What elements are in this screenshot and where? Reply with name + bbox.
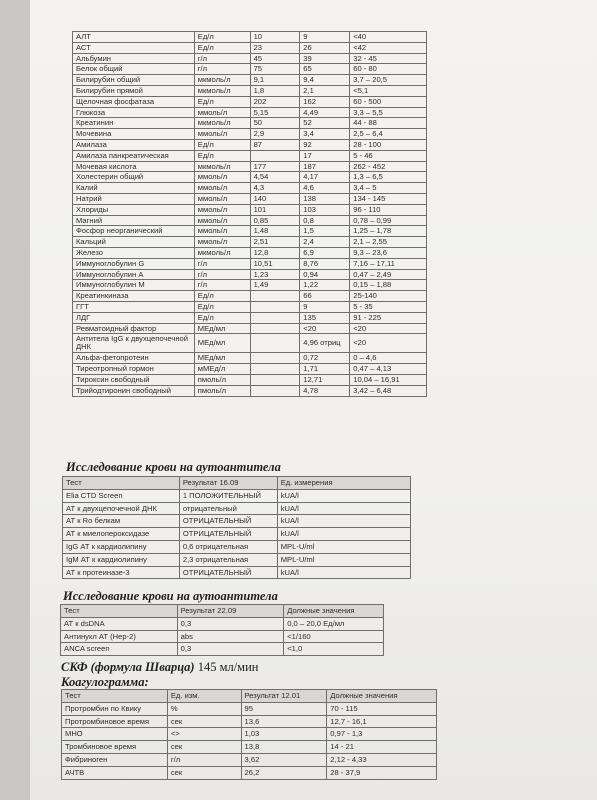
table-row [73, 42, 427, 53]
table-row [63, 566, 411, 579]
table-row [73, 85, 427, 96]
table-cell: ммоль/л [194, 204, 250, 215]
table-cell: IgG АТ к кардиолипину [63, 540, 180, 553]
autoantibodies-heading-2: Исследование крови на аутоантитела [63, 589, 278, 603]
table-row [73, 118, 427, 129]
table-cell: 1,5 [300, 226, 350, 237]
table-cell: 14 - 21 [327, 741, 437, 754]
table-cell [250, 334, 300, 353]
table-cell: 9 [300, 301, 350, 312]
table-cell: ммоль/л [194, 172, 250, 183]
table-cell: 1,48 [250, 226, 300, 237]
table-row [73, 353, 427, 364]
table-cell: 177 [250, 161, 300, 172]
table-row [63, 515, 411, 528]
table-cell: 0,0 – 20,0 Ед/мл [284, 617, 384, 630]
table-cell [250, 364, 300, 375]
table-row [73, 129, 427, 140]
table-cell: <42 [350, 42, 427, 53]
table-cell: 25-140 [350, 291, 427, 302]
table-cell: 3,4 – 5 [350, 183, 427, 194]
table-row [73, 226, 427, 237]
lab-report-page [30, 0, 597, 800]
table-cell: МЕд/мл [194, 334, 250, 353]
table-cell: Амилаза [73, 139, 195, 150]
table-cell: 202 [250, 96, 300, 107]
table-cell: <1/160 [284, 630, 384, 643]
table-cell: 13,6 [241, 715, 327, 728]
table-cell: kUA/l [277, 566, 410, 579]
table-row [73, 75, 427, 86]
table-cell: kUA/l [277, 515, 410, 528]
table-cell: 0 – 4,6 [350, 353, 427, 364]
table-cell: 3,4 [300, 129, 350, 140]
table-cell: ммоль/л [194, 129, 250, 140]
table-cell: 60 - 500 [350, 96, 427, 107]
column-header: Должные значения [327, 690, 437, 703]
table-row [61, 643, 384, 656]
table-cell: 1 ПОЛОЖИТЕЛЬНЫЙ [179, 489, 277, 502]
table-cell: 4,17 [300, 172, 350, 183]
table-cell: 5,15 [250, 107, 300, 118]
table-cell: АЧТВ [62, 766, 168, 779]
table-row [73, 323, 427, 334]
table-cell: МЕд/мл [194, 353, 250, 364]
table-cell: Фосфор неорганический [73, 226, 195, 237]
table-cell: 1,49 [250, 280, 300, 291]
table-cell [250, 374, 300, 385]
table-cell: мМЕд/л [194, 364, 250, 375]
table-cell: 9,1 [250, 75, 300, 86]
table-cell: Антинукл АТ (Hep-2) [61, 630, 178, 643]
table-cell: abs [177, 630, 284, 643]
table-cell: г/л [194, 64, 250, 75]
table-cell: 9 [300, 32, 350, 43]
table-row [61, 630, 384, 643]
table-cell: Ревматоидный фактор [73, 323, 195, 334]
table-cell: 0,47 – 4,13 [350, 364, 427, 375]
table-cell: 12,8 [250, 247, 300, 258]
table-cell: <20 [300, 323, 350, 334]
table-cell: 87 [250, 139, 300, 150]
column-header: Ед. изм. [167, 690, 241, 703]
gfr-line [61, 660, 258, 675]
table-cell: 0,15 – 1,88 [350, 280, 427, 291]
table-cell: 2,51 [250, 237, 300, 248]
table-cell: г/л [167, 753, 241, 766]
table-cell: Белок общий [73, 64, 195, 75]
table-cell: мкмоль/л [194, 247, 250, 258]
table-cell: 0,3 [177, 617, 284, 630]
table-cell: 6,9 [300, 247, 350, 258]
table-cell: Мочевина [73, 129, 195, 140]
table-cell: 2,12 - 4,33 [327, 753, 437, 766]
table-row [73, 247, 427, 258]
table-row [63, 489, 411, 502]
table-cell: 13,8 [241, 741, 327, 754]
table-cell: 92 [300, 139, 350, 150]
table-cell: Elia CTD Screen [63, 489, 180, 502]
table-row [73, 237, 427, 248]
table-cell: 50 [250, 118, 300, 129]
table-cell: мкмоль/л [194, 118, 250, 129]
table-cell: 66 [300, 291, 350, 302]
table-row [61, 617, 384, 630]
table-row [63, 502, 411, 515]
table-cell: 32 - 45 [350, 53, 427, 64]
column-header: Должные значения [284, 605, 384, 618]
table-cell: <1,0 [284, 643, 384, 656]
table-cell: Альбумин [73, 53, 195, 64]
table-cell: мкмоль/л [194, 161, 250, 172]
table-cell: kUA/l [277, 528, 410, 541]
coagulogram-heading: Коагулограмма: [61, 675, 149, 689]
table-cell: 0,6 отрицательная [179, 540, 277, 553]
table-cell: kUA/l [277, 502, 410, 515]
table-cell: ОТРИЦАТЕЛЬНЫЙ [179, 566, 277, 579]
table-cell: мкмоль/л [194, 75, 250, 86]
table-cell: Альфа-фетопротеин [73, 353, 195, 364]
table-cell: 28 - 37,9 [327, 766, 437, 779]
table-cell: 3,42 – 6,48 [350, 385, 427, 396]
table-row [63, 553, 411, 566]
table-row [73, 301, 427, 312]
table-cell: Ед/л [194, 42, 250, 53]
column-header: Тест [63, 477, 180, 490]
table-cell: сек [167, 715, 241, 728]
table-cell: ОТРИЦАТЕЛЬНЫЙ [179, 515, 277, 528]
table-cell: 3,3 – 5,5 [350, 107, 427, 118]
table-row [62, 702, 437, 715]
column-header: Тест [62, 690, 168, 703]
table-cell: Калий [73, 183, 195, 194]
column-header: Ед. измерения [277, 477, 410, 490]
table-cell: 28 - 100 [350, 139, 427, 150]
table-cell: 1,23 [250, 269, 300, 280]
autoantibodies-table-1 [62, 476, 411, 579]
gfr-value: 145 мл/мин [197, 660, 259, 674]
table-cell: 9,4 [300, 75, 350, 86]
table-cell: Тромбиновое время [62, 741, 168, 754]
table-cell: отрицательный [179, 502, 277, 515]
table-cell: Билирубин общий [73, 75, 195, 86]
column-header: Результат 22.09 [177, 605, 284, 618]
table-cell: 52 [300, 118, 350, 129]
table-cell: ЛДГ [73, 312, 195, 323]
table-cell: АТ к двухцепочечной ДНК [63, 502, 180, 515]
table-row [62, 728, 437, 741]
table-cell: <40 [350, 32, 427, 43]
table-cell: Щелочная фосфатаза [73, 96, 195, 107]
table-row [73, 64, 427, 75]
table-cell: 138 [300, 193, 350, 204]
table-cell: 187 [300, 161, 350, 172]
table-row [73, 312, 427, 323]
table-cell: 8,76 [300, 258, 350, 269]
table-cell: Амилаза панкреатическая [73, 150, 195, 161]
table-cell: 3,62 [241, 753, 327, 766]
table-cell: 140 [250, 193, 300, 204]
table-cell: <20 [350, 323, 427, 334]
table-cell: Фибриноген [62, 753, 168, 766]
table-cell: Магний [73, 215, 195, 226]
table-row [73, 150, 427, 161]
table-cell [250, 301, 300, 312]
table-row [62, 715, 437, 728]
table-cell: 12,7 - 16,1 [327, 715, 437, 728]
table-cell: 2,4 [300, 237, 350, 248]
table-cell: Креатинкиназа [73, 291, 195, 302]
table-cell: пмоль/л [194, 385, 250, 396]
table-cell: 70 - 115 [327, 702, 437, 715]
table-cell: Глюкоза [73, 107, 195, 118]
table-cell: Тиреотропный гормон [73, 364, 195, 375]
biochemistry-table [72, 31, 427, 397]
table-cell: Ед/л [194, 301, 250, 312]
table-cell: 12,71 [300, 374, 350, 385]
table-cell: 39 [300, 53, 350, 64]
table-cell: 10,51 [250, 258, 300, 269]
table-cell: 23 [250, 42, 300, 53]
table-cell: 4,96 отриц [300, 334, 350, 353]
table-row [73, 193, 427, 204]
table-row [73, 161, 427, 172]
table-cell: Холестерин общий [73, 172, 195, 183]
table-cell: г/л [194, 280, 250, 291]
table-cell: сек [167, 766, 241, 779]
table-row [73, 53, 427, 64]
table-cell: 91 - 225 [350, 312, 427, 323]
table-cell: 103 [300, 204, 350, 215]
table-cell: <20 [350, 334, 427, 353]
table-row [73, 374, 427, 385]
table-cell: сек [167, 741, 241, 754]
table-cell: Ед/л [194, 150, 250, 161]
table-cell: МЕд/мл [194, 323, 250, 334]
table-cell: 1,71 [300, 364, 350, 375]
table-cell: Протромбин по Квику [62, 702, 168, 715]
table-cell: пмоль/л [194, 374, 250, 385]
table-cell: 26,2 [241, 766, 327, 779]
table-cell: мкмоль/л [194, 85, 250, 96]
table-cell: <> [167, 728, 241, 741]
coagulogram-table [61, 689, 437, 780]
table-cell: 1,25 – 1,78 [350, 226, 427, 237]
table-cell: ммоль/л [194, 226, 250, 237]
table-cell [250, 323, 300, 334]
table-cell: 9,3 – 23,6 [350, 247, 427, 258]
table-row [73, 204, 427, 215]
table-cell: Билирубин прямой [73, 85, 195, 96]
table-cell: Кальций [73, 237, 195, 248]
table-cell: 134 - 145 [350, 193, 427, 204]
table-cell: 2,5 – 6,4 [350, 129, 427, 140]
table-row [73, 172, 427, 183]
table-cell: 0,78 – 0,99 [350, 215, 427, 226]
table-cell: Протромбиновое время [62, 715, 168, 728]
table-row [73, 364, 427, 375]
table-row [62, 766, 437, 779]
table-cell: 4,78 [300, 385, 350, 396]
table-row [63, 528, 411, 541]
table-cell: % [167, 702, 241, 715]
table-cell: АТ к миелопероксидазе [63, 528, 180, 541]
table-cell: Хлориды [73, 204, 195, 215]
table-cell: ANCA screen [61, 643, 178, 656]
table-cell: IgM АТ к кардиолипину [63, 553, 180, 566]
table-row [73, 107, 427, 118]
table-cell: 45 [250, 53, 300, 64]
table-row [73, 258, 427, 269]
table-cell: 4,49 [300, 107, 350, 118]
table-cell: 65 [300, 64, 350, 75]
table-cell: 1,8 [250, 85, 300, 96]
table-cell: АТ к протеиназе-3 [63, 566, 180, 579]
table-cell: 75 [250, 64, 300, 75]
table-cell: 96 - 110 [350, 204, 427, 215]
table-cell: ммоль/л [194, 107, 250, 118]
table-cell: 4,6 [300, 183, 350, 194]
table-cell [250, 291, 300, 302]
table-cell: 0,94 [300, 269, 350, 280]
table-cell: 0,47 – 2,49 [350, 269, 427, 280]
table-cell: г/л [194, 269, 250, 280]
table-cell: Железо [73, 247, 195, 258]
table-cell: 17 [300, 150, 350, 161]
table-cell: ОТРИЦАТЕЛЬНЫЙ [179, 528, 277, 541]
table-row [73, 32, 427, 43]
table-cell: Иммуноглобулин M [73, 280, 195, 291]
table-cell: Ед/л [194, 32, 250, 43]
table-row [62, 753, 437, 766]
table-cell [250, 353, 300, 364]
table-cell: 10 [250, 32, 300, 43]
autoantibodies-table-2 [60, 604, 384, 656]
table-row [73, 385, 427, 396]
table-cell: kUA/l [277, 489, 410, 502]
table-cell: MPL-U/ml [277, 540, 410, 553]
table-cell: 3,7 – 20,5 [350, 75, 427, 86]
table-cell: Ед/л [194, 291, 250, 302]
table-cell: 26 [300, 42, 350, 53]
table-cell: 101 [250, 204, 300, 215]
table-cell: Ед/л [194, 139, 250, 150]
table-cell: 4,54 [250, 172, 300, 183]
table-row [73, 291, 427, 302]
table-cell: 1,3 – 6,5 [350, 172, 427, 183]
table-cell: АЛТ [73, 32, 195, 43]
table-row [73, 269, 427, 280]
table-row [73, 215, 427, 226]
table-cell: 0,72 [300, 353, 350, 364]
table-cell: 0,97 - 1,3 [327, 728, 437, 741]
table-row [63, 540, 411, 553]
table-cell: <5,1 [350, 85, 427, 96]
table-cell: 5 - 35 [350, 301, 427, 312]
table-cell: Ед/л [194, 96, 250, 107]
table-cell: 1,22 [300, 280, 350, 291]
column-header: Результат 16.09 [179, 477, 277, 490]
table-cell: 4,3 [250, 183, 300, 194]
table-cell [250, 150, 300, 161]
table-cell: АТ к dsDNA [61, 617, 178, 630]
table-cell: 2,9 [250, 129, 300, 140]
table-cell: MPL-U/ml [277, 553, 410, 566]
table-cell: 0,3 [177, 643, 284, 656]
table-cell: ГГТ [73, 301, 195, 312]
column-header: Результат 12.01 [241, 690, 327, 703]
table-cell: ммоль/л [194, 215, 250, 226]
table-cell: Тироксин свободный [73, 374, 195, 385]
table-cell: 1,03 [241, 728, 327, 741]
table-cell: Креатинин [73, 118, 195, 129]
table-cell: 2,1 [300, 85, 350, 96]
table-cell [250, 312, 300, 323]
table-cell: 162 [300, 96, 350, 107]
gfr-label: СКФ (формула Шварца) [61, 660, 195, 674]
table-cell: г/л [194, 53, 250, 64]
column-header: Тест [61, 605, 178, 618]
table-row [73, 280, 427, 291]
table-cell: 0,85 [250, 215, 300, 226]
table-row [73, 96, 427, 107]
table-cell: 2,3 отрицательная [179, 553, 277, 566]
table-cell: 262 - 452 [350, 161, 427, 172]
table-cell: 2,1 – 2,55 [350, 237, 427, 248]
table-cell: 7,16 – 17,11 [350, 258, 427, 269]
autoantibodies-heading-1: Исследование крови на аутоантитела [66, 460, 281, 474]
table-cell [250, 385, 300, 396]
table-cell: 44 - 88 [350, 118, 427, 129]
table-cell: Ед/л [194, 312, 250, 323]
table-cell: ммоль/л [194, 237, 250, 248]
table-cell: МНО [62, 728, 168, 741]
table-cell: АТ к Ro белкам [63, 515, 180, 528]
table-cell: 10,04 – 16,91 [350, 374, 427, 385]
table-cell: 95 [241, 702, 327, 715]
table-cell: 5 - 46 [350, 150, 427, 161]
table-row [73, 183, 427, 194]
table-cell: АСТ [73, 42, 195, 53]
table-row [73, 139, 427, 150]
table-cell: Мочевая кислота [73, 161, 195, 172]
table-row [73, 334, 427, 353]
table-cell: 60 - 80 [350, 64, 427, 75]
table-cell: Трийодтиронин свободный [73, 385, 195, 396]
table-cell: г/л [194, 258, 250, 269]
table-cell: Антитела IgG к двухцепочечной ДНК [73, 334, 195, 353]
table-cell: 0,8 [300, 215, 350, 226]
table-cell: ммоль/л [194, 183, 250, 194]
table-cell: Иммуноглобулин A [73, 269, 195, 280]
table-cell: Натрий [73, 193, 195, 204]
table-cell: Иммуноглобулин G [73, 258, 195, 269]
table-cell: ммоль/л [194, 193, 250, 204]
table-cell: 135 [300, 312, 350, 323]
table-row [62, 741, 437, 754]
